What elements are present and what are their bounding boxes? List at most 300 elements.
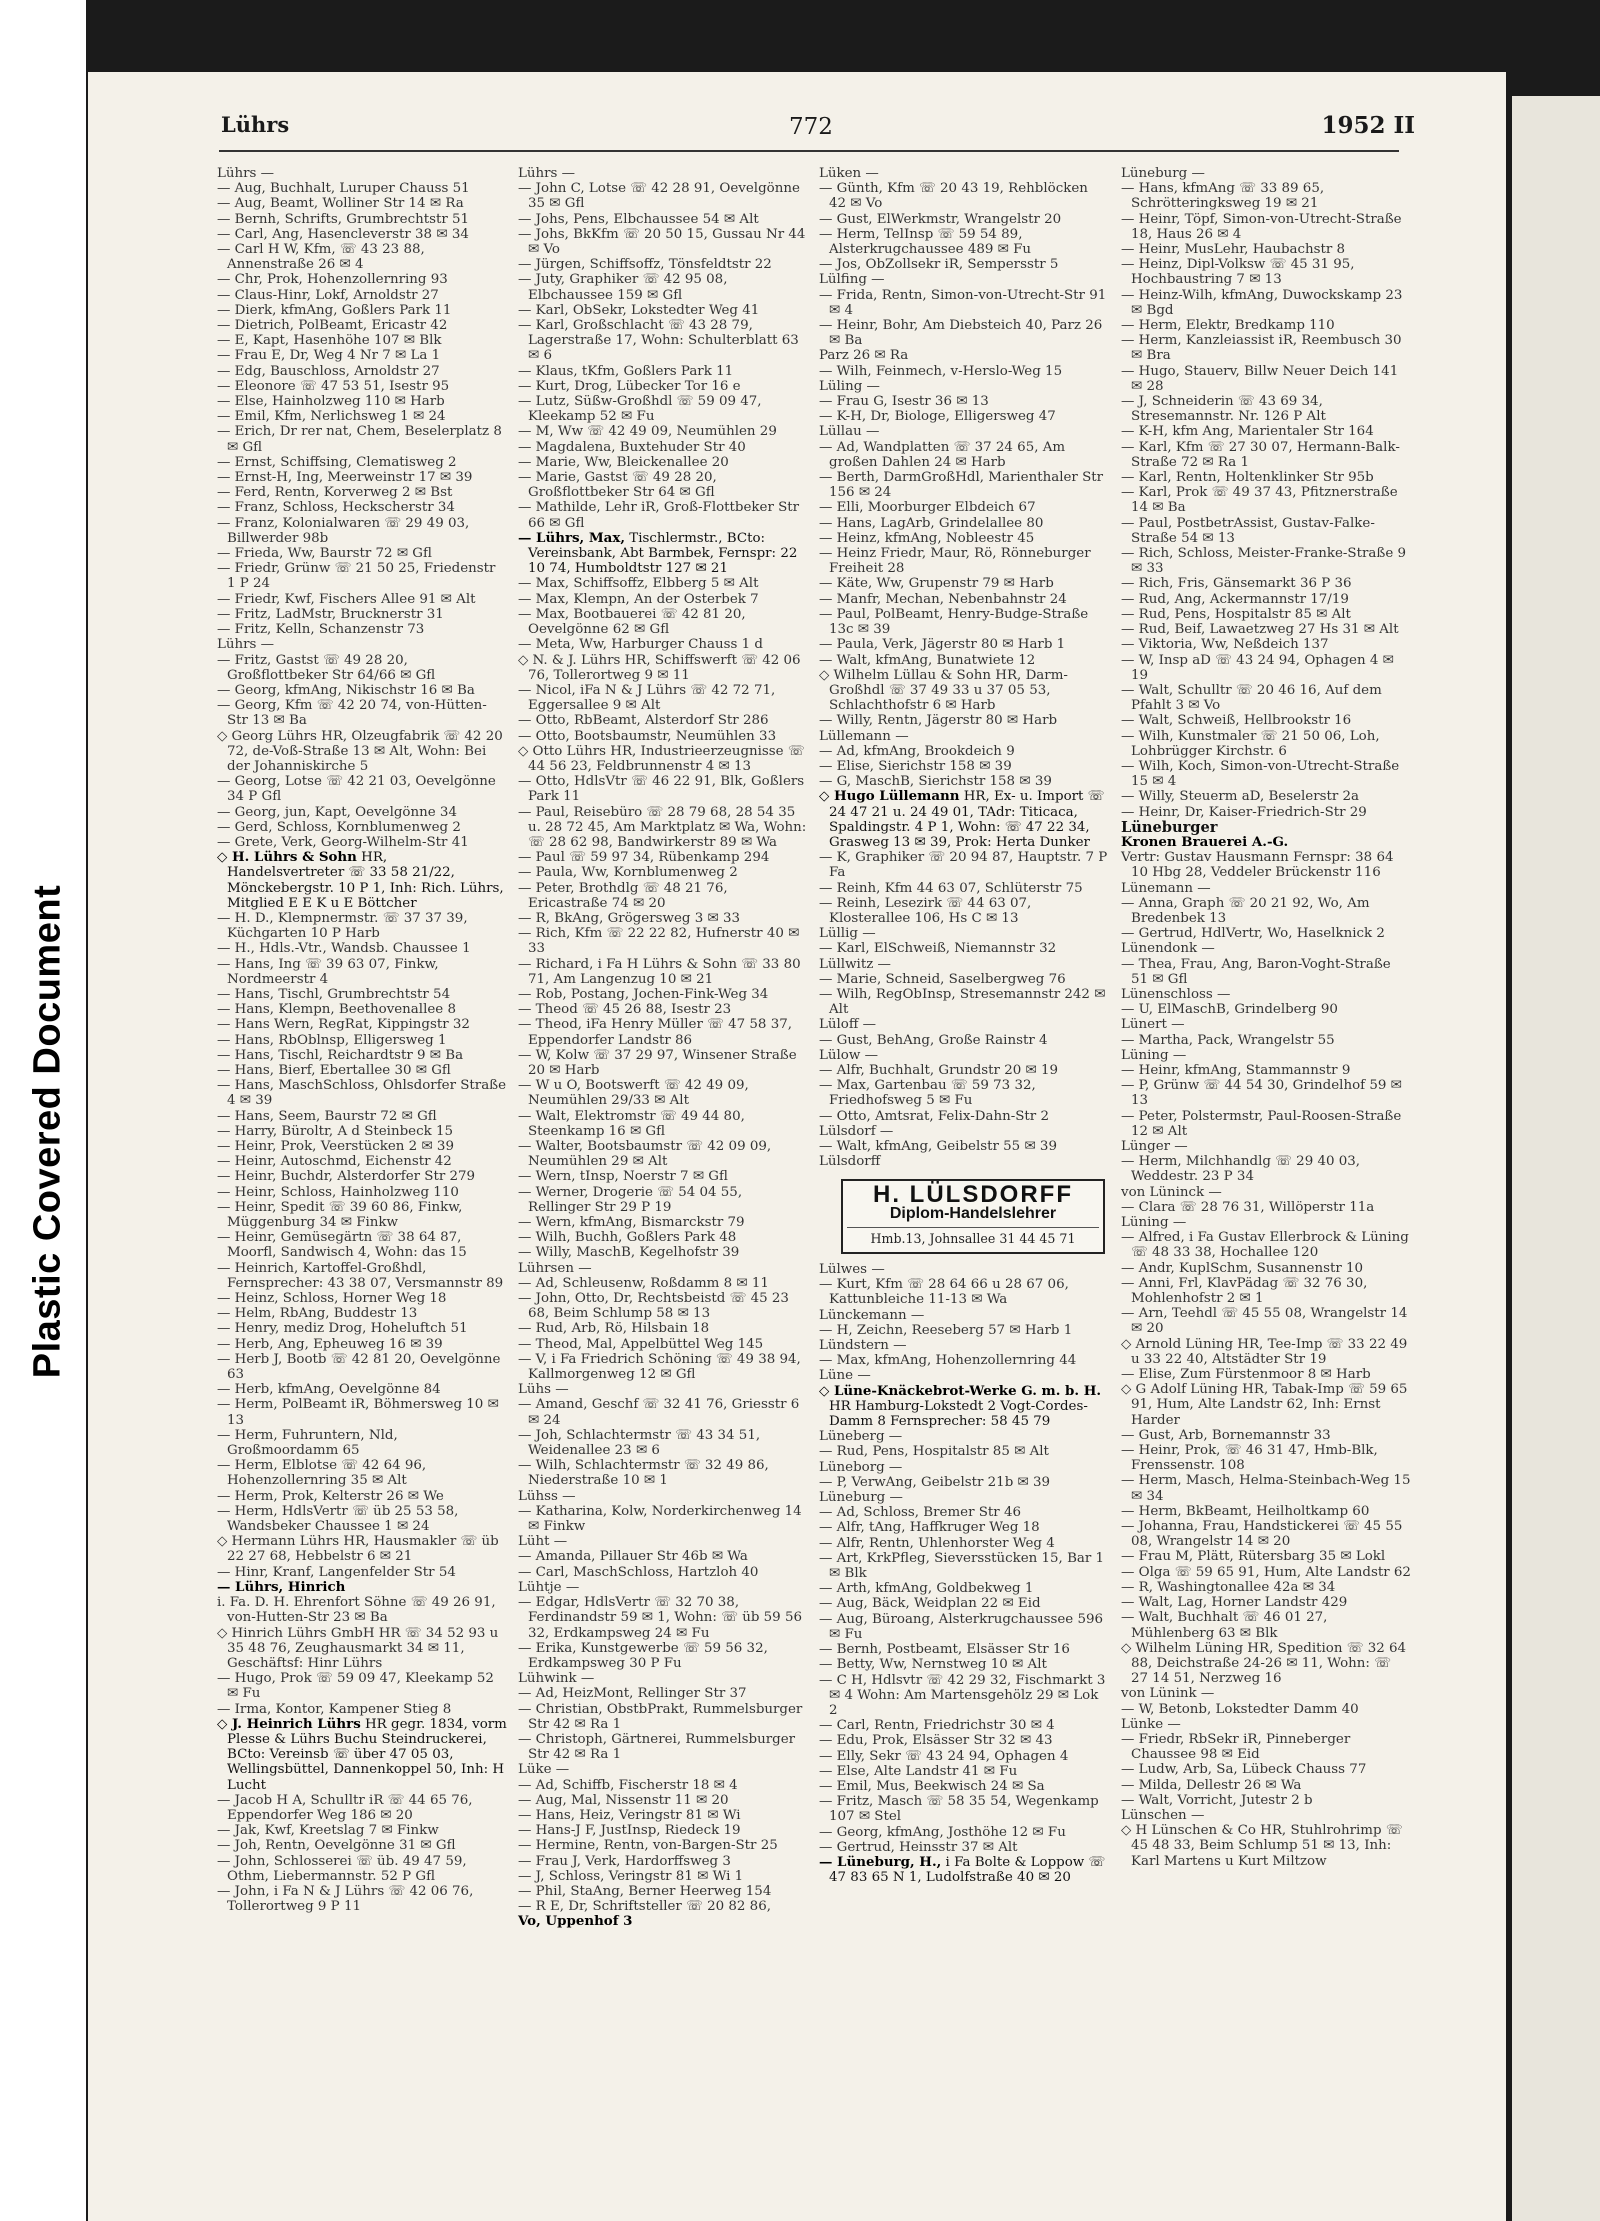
directory-entry [1121,637,1411,652]
directory-entry [518,1291,808,1321]
entry-text: — Frau J, Verk, Hardorffsweg 3 [518,1853,731,1869]
entry-text: — C H, Hdlsvtr ☏ 42 29 32, Fischmarkt 3 ✉ 4 Wohn: Am Martensgehölz 29 ✉ Lok 2 [819,1672,1106,1718]
entry-text: Lüling — [819,378,880,394]
directory-entry [819,1794,1109,1824]
entry-text: — Max, Gartenbau ☏ 59 73 32, Friedhofsweg 5 ✉ Fu [819,1078,1036,1109]
directory-entry [819,409,1109,424]
directory-entry [1121,1200,1411,1215]
directory-entry [819,257,1109,272]
directory-entry [518,1899,808,1914]
entry-text: — Herm, Prok, Kelterstr 26 ✉ We [217,1488,444,1504]
directory-entry [819,318,1109,348]
entry-text: Lünert — [1121,1017,1185,1033]
entry-text: Lüneborg — [819,1459,903,1475]
entry-text: Lüning — [1121,1215,1187,1231]
entry-text: — Herb, kfmAng, Oevelgönne 84 [217,1382,441,1398]
entry-text: — K-H, Dr, Biologe, Elligersweg 47 [819,409,1056,425]
directory-entry [1121,1762,1411,1777]
directory-entry [819,1353,1109,1368]
directory-entry [217,1504,507,1534]
directory-entry [1121,1686,1411,1701]
directory-entry [1121,1109,1411,1139]
directory-entry [217,1291,507,1306]
entry-text: — Wilh, Buchh, Goßlers Park 48 [518,1230,737,1246]
directory-entry [217,805,507,820]
column-3 [819,166,1109,2196]
entry-text: — Willy, Steuerm aD, Beselerstr 2a [1121,789,1360,805]
entry-text: — Chr, Prok, Hohenzollernring 93 [217,272,448,288]
entry-text: — Herm, TelInsp ☏ 59 54 89, Alsterkrugchaussee 489 ✉ Fu [819,226,1032,258]
directory-entry [1121,1473,1411,1503]
directory-entry [1121,1230,1411,1260]
directory-entry [217,1717,507,1793]
directory-entry [217,516,507,546]
directory-entry [518,1549,808,1564]
entry-text: — Magdalena, Buxtehuder Str 40 [518,439,746,455]
entry-text: — Meta, Ww, Harburger Chauss 1 d [518,637,763,653]
advertisement-box [841,1179,1105,1254]
directory-entry [819,1475,1109,1490]
directory-entry [1121,1565,1411,1580]
directory-entry [1121,1595,1411,1610]
entry-text: — M, Ww ☏ 42 49 09, Neumühlen 29 [518,424,777,440]
side-label-strip [0,0,86,2221]
directory-entry [819,896,1109,926]
entry-text: — Frieda, Ww, Baurstr 72 ✉ Gfl [217,546,432,562]
entry-text: — R, Washingtonallee 42a ✉ 34 [1121,1579,1336,1595]
directory-entry [819,166,1109,181]
entry-text: — Manfr, Mechan, Nebenbahnstr 24 [819,591,1067,607]
directory-entry [1121,941,1411,956]
directory-entry [217,653,507,683]
entry-text: Lüllig — [819,926,876,942]
directory-entry [518,1458,808,1488]
directory-entry [819,1779,1109,1794]
directory-entry [217,1321,507,1336]
entry-text: — Willy, MaschB, Kegelhofstr 39 [518,1245,740,1261]
entry-text: — Heinr, Bohr, Am Diebsteich 40, Parz 26 ✉ Ba [819,318,1103,349]
directory-entry [217,424,507,454]
directory-entry [819,744,1109,759]
directory-entry [217,1154,507,1169]
directory-entry [819,1124,1109,1139]
entry-text: Lührsen — [518,1260,592,1276]
directory-entry [217,1261,507,1291]
entry-text: — Hans, Klempn, Beethovenallee 8 [217,1002,456,1018]
directory-entry [819,1384,1109,1430]
entry-text: — Hans, Tischl, Reichardtstr 9 ✉ Ba [217,1047,464,1063]
entry-text: — Rich, Fris, Gänsemarkt 36 P 36 [1121,576,1352,592]
directory-entry [217,272,507,287]
directory-entry [518,1732,808,1762]
directory-entry [819,440,1109,470]
directory-entry [518,227,808,257]
directory-entry [1121,789,1411,804]
entry-text: — Paul, PolBeamt, Henry-Budge-Straße 13c ✉ 39 [819,606,1089,638]
entry-text: — P, Grünw ☏ 44 54 30, Grindelhof 59 ✉ 13 [1121,1078,1402,1109]
entry-text: — Alfred, i Fa Gustav Ellerbrock & Lüning ☏ 48 33 38, Hochallee 120 [1121,1230,1409,1261]
entry-text: — Walt, Vorricht, Jutestr 2 b [1121,1792,1313,1808]
entry-text: — Johs, BkKfm ☏ 20 50 15, Gussau Nr 44 ✉ Vo [518,226,806,258]
directory-entry [217,409,507,424]
directory-entry [518,1352,808,1382]
entry-text: — Rud, Ang, Ackermannstr 17/19 [1121,591,1349,607]
directory-entry [217,698,507,728]
entry-text: — Walt, Buchhalt ☏ 46 01 27, Mühlenberg 63 ✉ Blk [1121,1610,1328,1641]
directory-entry [217,774,507,804]
entry-text: Lülsdorf — [819,1123,894,1139]
entry-text: — Herb, Ang, Epheuweg 16 ✉ 39 [217,1336,443,1352]
entry-text: — Ad, kfmAng, Brookdeich 9 [819,743,1015,759]
entry-text: — Jürgen, Schiffsoffz, Tönsfeldtstr 22 [518,257,772,273]
entry-name: — Lührs, Max, [518,529,626,546]
directory-entry [217,911,507,941]
entry-text: — Hermine, Rentn, von-Bargen-Str 25 [518,1838,778,1854]
entry-text: — Max, Bootbauerei ☏ 42 81 20, Oevelgönne 62 ✉ Gfl [518,606,746,638]
directory-entry [1121,926,1411,941]
directory-entry [518,318,808,364]
entry-text: von Lünink — [1121,1686,1215,1702]
entry-text: — Gertrud, HdlVertr, Wo, Haselknick 2 [1121,926,1385,942]
entry-text: — Heinz, kfmAng, Nobleestr 45 [819,530,1035,546]
entry-text: ◇ Wilhelm Lüllau & Sohn HR, Darm-Großhdl ☏ 37 49 33 u 37 05 53, Schlachthofstr 6 ✉ Harb [819,667,1068,714]
entry-text: — Peter, Polstermstr, Paul-Roosen-Straße 12 ✉ Alt [1121,1108,1402,1139]
directory-entry [1121,1793,1411,1808]
directory-entry [819,1657,1109,1672]
entry-text: — Irma, Kontor, Kampener Stieg 8 [217,1701,452,1717]
directory-entry [217,941,507,956]
directory-entry [1121,1504,1411,1519]
entry-text: — Wilh, Koch, Simon-von-Utrecht-Straße 15 ✉ 4 [1121,758,1400,790]
directory-entry [819,1429,1109,1444]
header-keyword: Lührs [221,112,290,137]
entry-text: — Phil, StaAng, Berner Heerweg 154 [518,1883,772,1899]
entry-text: Lühwink — [518,1671,595,1687]
directory-entry [819,713,1109,728]
directory-entry [518,257,808,272]
entry-text: — J, Schneiderin ☏ 43 69 34, Stresemannstr. Nr. 126 P Alt [1121,394,1326,425]
ad-line3: Hmb.13, Johnsallee 31 44 45 71 [847,1227,1099,1246]
entry-text: Vertr: Gustav Hausmann Fernspr: 38 64 10 Hbg 28, Veddeler Brückenstr 116 [1121,850,1394,881]
directory-entry [217,212,507,227]
entry-text: — Ad, HeizMont, Rellinger Str 37 [518,1686,747,1702]
directory-entry [217,1838,507,1853]
directory-entry [819,1520,1109,1535]
entry-text: Lührs — [518,166,576,181]
entry-text: — Frau M, Plätt, Rütersbarg 35 ✉ Lokl [1121,1549,1386,1565]
directory-entry [1121,1641,1411,1687]
directory-entry [518,1215,808,1230]
directory-entry [518,470,808,500]
entry-text: — Otto, RbBeamt, Alsterdorf Str 286 [518,713,769,729]
entry-text: Lünke — [1121,1716,1181,1732]
directory-entry [518,1185,808,1215]
directory-entry [819,227,1109,257]
entry-text: Lülfing — [819,272,885,288]
directory-entry [217,1823,507,1838]
directory-entry [1121,1215,1411,1230]
directory-entry [819,1505,1109,1520]
directory-entry [217,1352,507,1382]
entry-text: ◇ G Adolf Lüning HR, Tabak-Imp ☏ 59 65 91, Hum, Alte Landstr 62, Inh: Ernst Harder [1121,1382,1408,1428]
entry-text: — Milda, Dellestr 26 ✉ Wa [1121,1777,1302,1793]
directory-entry [819,1048,1109,1063]
entry-text: — Max, kfmAng, Hohenzollernring 44 [819,1353,1077,1369]
entry-text: — Gertrud, Heinsstr 37 ✉ Alt [819,1839,1018,1855]
entry-text: — J, Schloss, Veringstr 81 ✉ Wi 1 [518,1868,744,1884]
entry-text: — Hans Wern, RegRat, Kippingstr 32 [217,1017,470,1033]
entry-text: — Otto, Bootsbaumstr, Neumühlen 33 [518,728,777,744]
entry-text: — Jacob H A, Schulltr iR ☏ 44 65 76, Eppendorfer Weg 186 ✉ 20 [217,1792,473,1823]
entry-text: — Walt, Lag, Horner Landstr 429 [1121,1595,1348,1611]
entry-text: — Theod, Mal, Appelbüttel Weg 145 [518,1336,764,1352]
entry-text: — Claus-Hinr, Lokf, Arnoldstr 27 [217,287,439,303]
entry-text: — Alfr, Buchhalt, Grundstr 20 ✉ 19 [819,1062,1059,1078]
header-year-volume: 1952 II [1321,112,1415,139]
entry-name: ◇ H. Lührs & Sohn [217,849,357,866]
directory-entry [819,926,1109,941]
entry-text: — Paula, Verk, Jägerstr 80 ✉ Harb 1 [819,637,1066,653]
directory-entry [819,1673,1109,1719]
entry-text: — Else, Hainholzweg 110 ✉ Harb [217,394,445,410]
entry-text: Lührs — [217,166,275,181]
directory-entry [819,500,1109,515]
directory-entry [518,1884,808,1899]
entry-text: — W, Insp aD ☏ 43 24 94, Ophagen 4 ✉ 19 [1121,652,1394,683]
directory-entry [1121,546,1411,576]
directory-entry [1121,1337,1411,1367]
entry-text: — Frau E, Dr, Weg 4 Nr 7 ✉ La 1 [217,348,441,364]
directory-entry [819,470,1109,500]
entry-text: — Ad, Schiffb, Fischerstr 18 ✉ 4 [518,1777,738,1793]
entry-text: — R, BkAng, Grögersweg 3 ✉ 33 [518,910,741,926]
directory-entry [217,379,507,394]
directory-entry [217,987,507,1002]
entry-text: — Karl, Rentn, Holtenklinker Str 95b [1121,470,1374,486]
directory-entry [518,394,808,424]
entry-text: — H. D., Klempnermstr. ☏ 37 37 39, Küchgarten 10 P Harb [217,910,468,942]
entry-text: — Johanna, Frau, Handstickerei ☏ 45 55 08, Wrangelstr 14 ✉ 20 [1121,1519,1403,1550]
directory-entry [1121,592,1411,607]
entry-text: — Hans, Bierf, Ebertallee 30 ✉ Gfl [217,1062,451,1078]
directory-entry [217,1884,507,1914]
directory-entry [1121,485,1411,515]
directory-entry [217,1580,507,1595]
entry-text: Lünenschloss — [1121,986,1231,1002]
directory-entry [819,957,1109,972]
entry-text: — Fritz, Gastst ☏ 49 28 20, Großflottbeker Str 64/66 ✉ Gfl [217,652,436,683]
directory-entry [1121,470,1411,485]
entry-text: — Aug, Mal, Nissenstr 11 ✉ 20 [518,1792,729,1808]
directory-entry [518,1762,808,1777]
directory-entry [518,1230,808,1245]
entry-text: — Hans, Heiz, Veringstr 81 ✉ Wi [518,1807,741,1823]
directory-entry [217,1139,507,1154]
directory-entry [1121,622,1411,637]
entry-text: — Heinr, Spedit ☏ 39 60 86, Finkw, Müggenburg 34 ✉ Finkw [217,1199,463,1231]
directory-entry [518,440,808,455]
entry-text: — Heinrich, Kartoffel-Großhdl, Fernsprecher: 43 38 07, Versmannstr 89 [217,1260,504,1291]
entry-text: — Ad, Schloss, Bremer Str 46 [819,1505,1021,1521]
entry-text: — Anna, Graph ☏ 20 21 92, Wo, Am Bredenbek 13 [1121,895,1370,926]
directory-entry [518,744,808,774]
entry-text: — R E, Dr, Schriftsteller ☏ 20 82 86, [518,1899,771,1915]
directory-entry [819,364,1109,379]
entry-text: — Walt, Elektromstr ☏ 49 44 80, Steenkamp 16 ✉ Gfl [518,1108,745,1139]
directory-entry [1121,1017,1411,1032]
directory-entry [217,820,507,835]
entry-text: — Wilh, RegObInsp, Stresemannstr 242 ✉ Alt [819,986,1106,1018]
entry-text: — Olga ☏ 59 65 91, Hum, Alte Landstr 62 [1121,1564,1411,1580]
entry-text: — Carl, Ang, Hasencleverstr 38 ✉ 34 [217,226,469,242]
entry-text: — Carl H W, Kfm, ☏ 43 23 88, Annenstraße 26 ✉ 4 [217,242,425,273]
directory-columns [217,166,1413,2196]
entry-text: — Heinr, kfmAng, Stammannstr 9 [1121,1062,1351,1078]
directory-entry [1121,576,1411,591]
directory-entry [1121,1261,1411,1276]
directory-entry [217,1169,507,1184]
directory-entry [819,653,1109,668]
entry-text: Lünendonk — [1121,941,1215,957]
directory-entry [1121,516,1411,546]
entry-text: — Rud, Pens, Hospitalstr 85 ✉ Alt [819,1444,1049,1460]
entry-text: — Hinr, Kranf, Langenfelder Str 54 [217,1564,456,1580]
directory-entry [1121,1428,1411,1443]
entry-text: — Kurt, Kfm ☏ 28 64 66 u 28 67 06, Kattunbleiche 11-13 ✉ Wa [819,1277,1069,1308]
entry-text: — Elise, Zum Fürstenmoor 8 ✉ Harb [1121,1367,1371,1383]
entry-text: — Fritz, LadMstr, Brucknerstr 31 [217,606,444,622]
entry-text: — Walt, Schweiß, Hellbrookstr 16 [1121,713,1352,729]
entry-text: — Otto, Amtsrat, Felix-Dahn-Str 2 [819,1108,1049,1124]
directory-entry [819,424,1109,439]
directory-entry [518,1002,808,1017]
directory-entry [217,1595,507,1625]
directory-entry [819,941,1109,956]
ad-line2: Diplom-Handelslehrer [889,1204,1057,1222]
directory-entry [819,1139,1109,1154]
directory-entry [1121,957,1411,987]
entry-text: — Heinr, Schloss, Hainholzweg 110 [217,1184,459,1200]
directory-entry [217,637,507,652]
directory-entry [518,1169,808,1184]
directory-entry [819,1551,1109,1581]
directory-entry [217,1185,507,1200]
entry-text: Lüneburg — [1121,166,1205,181]
entry-text: — Grete, Verk, Georg-Wilhelm-Str 41 [217,834,469,850]
entry-text: — Ernst-H, Ing, Meerweinstr 17 ✉ 39 [217,470,473,486]
entry-text: — Elly, Sekr ☏ 43 24 94, Ophagen 4 [819,1748,1069,1764]
entry-text: — Gerd, Schloss, Kornblumenweg 2 [217,819,461,835]
directory-entry [1121,1306,1411,1336]
directory-entry [518,1382,808,1397]
directory-entry [1121,257,1411,287]
directory-entry [518,1793,808,1808]
entry-text: — Karl, Prok ☏ 49 37 43, Pfitznerstraße 14 ✉ Ba [1121,485,1398,516]
entry-text: — Walter, Bootsbaumstr ☏ 42 09 09, Neumühlen 29 ✉ Alt [518,1139,772,1170]
entry-text: — Emil, Mus, Beekwisch 24 ✉ Sa [819,1778,1045,1794]
directory-entry [1121,1823,1411,1869]
directory-entry [819,1460,1109,1475]
directory-entry [1121,1002,1411,1017]
directory-entry [217,242,507,272]
directory-entry [819,1642,1109,1657]
entry-text: — Heinr, Gemüsegärtn ☏ 38 64 87, Moorfl, Sandwisch 4, Wohn: das 15 [217,1230,467,1261]
entry-text: — Karl, ObSekr, Lokstedter Weg 41 [518,302,760,318]
entry-text: — Paul, Reisebüro ☏ 28 79 68, 28 54 35 u. 28 72 45, Am Marktplatz ✉ Wa, Wohn: ☏ 28 62 98, Bandwirkerstr 89 ✉ Wa [518,804,807,850]
entry-text: — Franz, Schloss, Heckscherstr 34 [217,500,455,516]
directory-entry [1121,713,1411,728]
directory-entry [518,1261,808,1276]
directory-entry [1121,1519,1411,1549]
entry-text: — W, Betonb, Lokstedter Damm 40 [1121,1701,1359,1717]
directory-entry [217,1230,507,1260]
entry-text: — Max, Schiffsoffz, Elbberg 5 ✉ Alt [518,576,759,592]
directory-entry [1121,607,1411,622]
directory-entry [217,303,507,318]
entry-text: — Paul ☏ 59 97 34, Rübenkamp 294 [518,850,770,866]
directory-entry [819,1581,1109,1596]
entry-text: — Karl, ElSchweiß, Niemannstr 32 [819,941,1057,957]
directory-entry [518,1048,808,1078]
directory-entry [1121,1276,1411,1306]
directory-entry [518,1078,808,1108]
entry-text: ◇ Arnold Lüning HR, Tee-Imp ☏ 33 22 49 u 33 22 40, Altstädter Str 19 [1121,1336,1408,1367]
entry-text: — Werner, Drogerie ☏ 54 04 55, Rellinger Str 29 P 19 [518,1184,743,1215]
directory-entry [819,1444,1109,1459]
entry-text: — Ad, Wandplatten ☏ 37 24 65, Am großen Dahlen 24 ✉ Harb [819,439,1066,470]
directory-entry [518,455,808,470]
entry-text: — Klaus, tKfm, Goßlers Park 11 [518,363,734,379]
entry-text: — Reinh, Kfm 44 63 07, Schlüterstr 75 [819,880,1083,896]
directory-entry [1121,1367,1411,1382]
directory-entry [217,1078,507,1108]
entry-text: — Aug, Buchhalt, Luruper Chauss 51 [217,181,470,197]
directory-entry [1121,1154,1411,1184]
column-2 [518,166,808,2196]
entry-text: — Wilh, Schlachtermstr ☏ 32 49 86, Niederstraße 10 ✉ 1 [518,1458,769,1489]
directory-entry [1121,288,1411,318]
directory-entry [819,1840,1109,1855]
entry-text: — Georg, kfmAng, Nikischstr 16 ✉ Ba [217,682,475,698]
directory-entry [518,729,808,744]
entry-text: Lüllwitz — [819,956,891,972]
directory-entry [217,622,507,637]
entry-text: — Georg, Lotse ☏ 42 21 03, Oevelgönne 34 P Gfl [217,774,496,805]
entry-text: — Gust, ElWerkmstr, Wrangelstr 20 [819,211,1062,227]
directory-entry [1121,987,1411,1002]
directory-entry [518,850,808,865]
directory-entry [1121,1048,1411,1063]
entry-text: — Hans, RbOblnsp, Elligersweg 1 [217,1032,447,1048]
entry-text: — Arn, Teehdl ☏ 45 55 08, Wrangelstr 14 ✉ 20 [1121,1306,1408,1337]
directory-entry [819,881,1109,896]
entry-text: — Walt, kfmAng, Bunatwiete 12 [819,652,1036,668]
entry-text: — Günth, Kfm ☏ 20 43 19, Rehblöcken 42 ✉ Vo [819,181,1088,212]
entry-text: — Heinz, Dipl-Volksw ☏ 45 31 95, Hochbaustring 7 ✉ 13 [1121,257,1355,288]
entry-text: — Fritz, Kelln, Schanzenstr 73 [217,622,425,638]
directory-entry [518,1808,808,1823]
directory-entry [819,1323,1109,1338]
entry-text: — V, i Fa Friedrich Schöning ☏ 49 38 94, Kallmorgenweg 12 ✉ Gfl [518,1351,801,1383]
entry-text: — Heinr, Prok, ☏ 46 31 47, Hmb-Blk, Frenssenstr. 108 [1121,1443,1378,1474]
entry-text: — Paula, Ww, Kornblumenweg 2 [518,865,738,881]
entry-text: — Hans, Ing ☏ 39 63 07, Finkw, Nordmeerstr 4 [217,956,439,987]
column-1 [217,166,507,2196]
entry-text: — K-H, kfm Ang, Marientaler Str 164 [1121,424,1374,440]
directory-entry [217,1337,507,1352]
entry-text: — Aug, Bäck, Weidplan 22 ✉ Eid [819,1596,1041,1612]
directory-entry [217,1382,507,1397]
